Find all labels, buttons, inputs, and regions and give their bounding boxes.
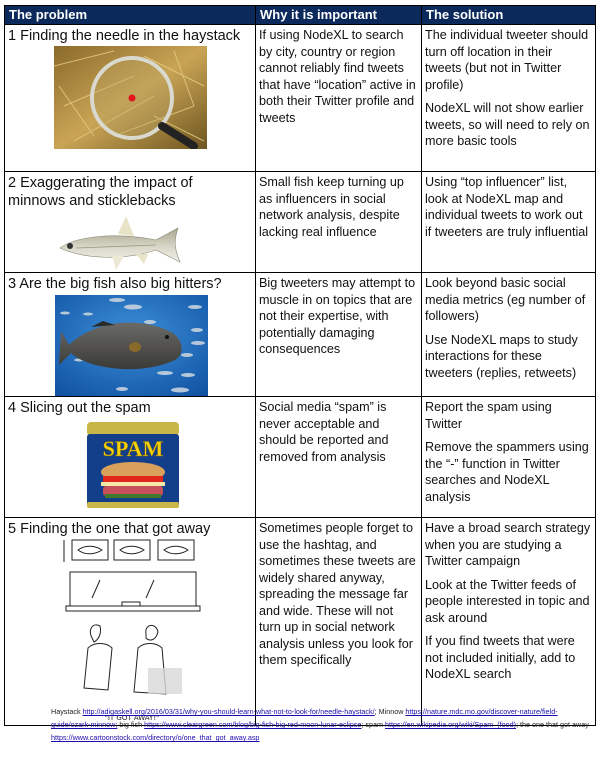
table-row — [5, 397, 596, 518]
why-cell — [256, 518, 422, 726]
credit-label: ; spam — [361, 720, 386, 729]
solution-cell — [422, 518, 596, 726]
why-text: If using NodeXL to search by city, country or region cannot reliably find tweets that have “location” active in both their Twitter profile and tweets — [259, 28, 416, 125]
credit-label: ; Minnow — [374, 707, 406, 716]
solution-cell — [422, 397, 596, 518]
spam-can-image — [83, 420, 183, 510]
why-cell — [256, 172, 422, 273]
got-away-link[interactable]: https://www.cartoonstock.com/directory/o/one_that_got_away.asp — [51, 733, 260, 742]
solution-text: Using “top influencer” list, look at NodeXL map and individual tweets to work out if tweeters are truly influential — [425, 175, 589, 239]
solution-text: Have a broad search strategy when you are studying a Twitter campaign — [425, 521, 591, 568]
problem-title: 1 Finding the needle in the haystack — [8, 28, 241, 44]
table-row — [5, 273, 596, 397]
problem-title: 2 Exaggerating the impact of minnows and sticklebacks — [8, 175, 193, 209]
header-row — [5, 6, 596, 25]
why-text: Big tweeters may attempt to muscle in on topics that are not their expertise, with potentially damaging consequences — [259, 276, 416, 356]
credit-label: ; the one that got away — [516, 720, 589, 729]
why-text: Sometimes people forget to use the hashtag, and sometimes these tweets are widely shared anyway, spreading the message far and wide. These will not turn up in social network analysis unless you look for them specifically — [259, 521, 416, 667]
minnow-link[interactable]: https://nature.mdc.mo.gov/discover-nature/field-guide/ozark-minnow; — [51, 707, 558, 729]
solution-text: Remove the spammers using the “-” function in Twitter searches and NodeXL analysis — [425, 440, 589, 504]
solution-text: Use NodeXL maps to study interactions for these tweeters (replies, retweets) — [425, 332, 578, 380]
solution-text: NodeXL will not show earlier tweets, so will need to rely on more basic tools — [425, 101, 590, 148]
problem-title: 5 Finding the one that got away — [8, 521, 211, 537]
why-cell — [256, 25, 422, 172]
svg-text:SPAM: SPAM — [102, 436, 164, 461]
bigfish-link[interactable]: https://www.cleargreen.com/blog/big-fish-big-red-moon-lunar-eclipse — [144, 720, 362, 729]
header-why: Why it is important — [256, 6, 422, 25]
problem-cell — [5, 25, 256, 172]
table-row — [5, 25, 596, 172]
why-cell — [256, 397, 422, 518]
header-problem: The problem — [5, 6, 256, 25]
solution-text: Report the spam using Twitter — [425, 400, 552, 431]
credit-label: big fish — [117, 720, 145, 729]
solution-cell — [422, 172, 596, 273]
big-fish-image — [55, 295, 208, 396]
header-solution: The solution — [422, 6, 596, 25]
minnow-fish-image — [56, 214, 186, 272]
solution-cell — [422, 25, 596, 172]
solution-text: The individual tweeter should turn off location in their tweets (but not in Twitter profile) — [425, 28, 589, 92]
image-credits — [51, 705, 591, 744]
table-row — [5, 518, 596, 726]
haystack-link[interactable]: http://adigaskell.org/2016/03/31/why-you-should-learn-what-not-to-look-for/needle-haystack/ — [82, 707, 375, 716]
problem-cell — [5, 397, 256, 518]
solution-text: Look beyond basic social media metrics (eg number of followers) — [425, 276, 586, 323]
problem-cell — [5, 273, 256, 397]
solution-text: Look at the Twitter feeds of people interested in topic and ask around — [425, 577, 590, 625]
cartoon-caption: "IT GOT AWAY!" — [104, 714, 160, 722]
credit-label: Haystack — [51, 707, 83, 716]
cartoon-image — [62, 538, 202, 724]
problem-cell — [5, 518, 256, 726]
problem-title: 3 Are the big fish also big hitters? — [8, 276, 222, 292]
solution-text: If you find tweets that were not included initially, add to NodeXL search — [425, 634, 576, 681]
why-cell — [256, 273, 422, 397]
haystack-magnifier-image — [54, 46, 207, 149]
why-text: Social media “spam” is never acceptable and should be reported and removed from analysis — [259, 400, 389, 464]
table-row — [5, 172, 596, 273]
spam-link[interactable]: https://en.wikipedia.org/wiki/Spam_(food) — [385, 720, 517, 729]
why-text: Small fish keep turning up as influencers in social network analysis, despite lacking real influence — [259, 175, 404, 239]
solution-cell — [422, 273, 596, 397]
problems-table — [4, 5, 596, 726]
problem-title: 4 Slicing out the spam — [8, 400, 151, 416]
problem-cell — [5, 172, 256, 273]
